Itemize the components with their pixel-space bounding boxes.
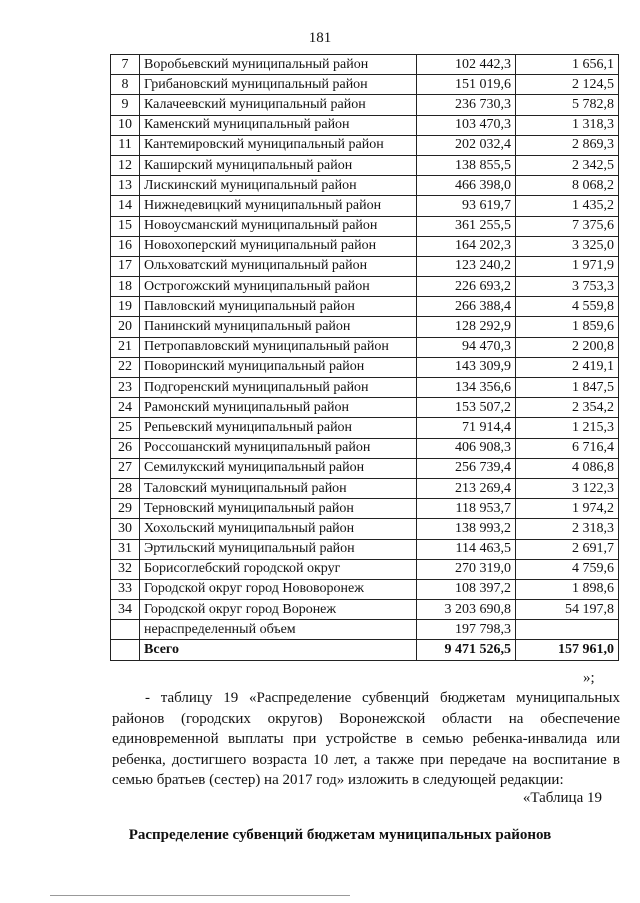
row-num-cell: 14	[111, 196, 140, 216]
table-row	[111, 256, 619, 276]
row-amount-cell: 93 619,7	[417, 196, 516, 216]
table-row	[111, 176, 619, 196]
row-amount-cell: 94 470,3	[417, 337, 516, 357]
table-row	[111, 135, 619, 155]
table-row	[111, 398, 619, 418]
row-amount-cell: 114 463,5	[417, 539, 516, 559]
row-amount-cell: 143 309,9	[417, 357, 516, 377]
row-subvention-cell: 54 197,8	[516, 600, 619, 620]
footer-rule	[50, 895, 350, 896]
table-row	[111, 155, 619, 175]
table-heading: Распределение субвенций бюджетам муниципальных районов	[128, 827, 552, 843]
table-row	[111, 75, 619, 95]
row-num-cell: 33	[111, 579, 140, 599]
row-num-cell: 34	[111, 600, 140, 620]
row-amount-cell: 138 993,2	[417, 519, 516, 539]
row-amount-cell: 118 953,7	[417, 499, 516, 519]
table-row	[111, 196, 619, 216]
row-subvention-cell: 2 124,5	[516, 75, 619, 95]
row-amount-cell: 256 739,4	[417, 458, 516, 478]
table-row	[111, 458, 619, 478]
row-subvention-cell: 2 869,3	[516, 135, 619, 155]
total-amount-cell: 9 471 526,5	[417, 640, 516, 660]
row-name-cell: Подгоренский муниципальный район	[140, 378, 417, 398]
row-amount-cell: 197 798,3	[417, 620, 516, 640]
row-name-cell: Россошанский муниципальный район	[140, 438, 417, 458]
table-row	[111, 115, 619, 135]
row-name-cell: Городской округ город Воронеж	[140, 600, 417, 620]
table-row	[111, 499, 619, 519]
table-row	[111, 317, 619, 337]
row-subvention-cell: 2 354,2	[516, 398, 619, 418]
subvention-table	[110, 54, 619, 661]
row-num-cell: 27	[111, 458, 140, 478]
table-row	[111, 55, 619, 75]
row-amount-cell: 138 855,5	[417, 155, 516, 175]
table-row	[111, 297, 619, 317]
row-amount-cell: 71 914,4	[417, 418, 516, 438]
row-num-cell: 10	[111, 115, 140, 135]
total-num-cell	[111, 640, 140, 660]
row-amount-cell: 406 908,3	[417, 438, 516, 458]
row-subvention-cell	[516, 620, 619, 640]
row-name-cell: Семилукский муниципальный район	[140, 458, 417, 478]
row-subvention-cell: 2 318,3	[516, 519, 619, 539]
row-subvention-cell: 1 215,3	[516, 418, 619, 438]
row-amount-cell: 466 398,0	[417, 176, 516, 196]
row-amount-cell: 134 356,6	[417, 378, 516, 398]
row-name-cell: Рамонский муниципальный район	[140, 398, 417, 418]
row-subvention-cell: 1 318,3	[516, 115, 619, 135]
page-number: 181	[308, 30, 332, 46]
row-num-cell: 19	[111, 297, 140, 317]
row-amount-cell: 266 388,4	[417, 297, 516, 317]
row-name-cell: Лискинский муниципальный район	[140, 176, 417, 196]
row-name-cell: Каширский муниципальный район	[140, 155, 417, 175]
total-subvention-cell: 157 961,0	[516, 640, 619, 660]
table-body	[111, 55, 619, 640]
row-name-cell: Терновский муниципальный район	[140, 499, 417, 519]
row-name-cell: Грибановский муниципальный район	[140, 75, 417, 95]
row-num-cell: 26	[111, 438, 140, 458]
row-subvention-cell: 2 419,1	[516, 357, 619, 377]
table-row	[111, 357, 619, 377]
row-name-cell: нераспределенный объем	[140, 620, 417, 640]
row-amount-cell: 128 292,9	[417, 317, 516, 337]
row-num-cell: 13	[111, 176, 140, 196]
total-label-cell: Всего	[140, 640, 417, 660]
row-name-cell: Репьевский муниципальный район	[140, 418, 417, 438]
row-subvention-cell: 3 122,3	[516, 478, 619, 498]
row-amount-cell: 153 507,2	[417, 398, 516, 418]
row-num-cell: 28	[111, 478, 140, 498]
row-name-cell: Кантемировский муниципальный район	[140, 135, 417, 155]
row-subvention-cell: 4 559,8	[516, 297, 619, 317]
row-num-cell: 30	[111, 519, 140, 539]
row-subvention-cell: 2 200,8	[516, 337, 619, 357]
row-name-cell: Хохольский муниципальный район	[140, 519, 417, 539]
table-row	[111, 438, 619, 458]
row-amount-cell: 103 470,3	[417, 115, 516, 135]
row-amount-cell: 164 202,3	[417, 236, 516, 256]
row-amount-cell: 202 032,4	[417, 135, 516, 155]
row-subvention-cell: 2 691,7	[516, 539, 619, 559]
row-name-cell: Эртильский муниципальный район	[140, 539, 417, 559]
row-subvention-cell: 1 859,6	[516, 317, 619, 337]
row-subvention-cell: 1 656,1	[516, 55, 619, 75]
row-name-cell: Калачеевский муниципальный район	[140, 95, 417, 115]
row-num-cell: 20	[111, 317, 140, 337]
row-num-cell: 22	[111, 357, 140, 377]
row-num-cell: 18	[111, 277, 140, 297]
row-name-cell: Новохоперский муниципальный район	[140, 236, 417, 256]
total-row	[111, 640, 619, 660]
row-amount-cell: 123 240,2	[417, 256, 516, 276]
row-num-cell: 17	[111, 256, 140, 276]
closing-quote: »;	[583, 670, 595, 686]
row-subvention-cell: 1 974,2	[516, 499, 619, 519]
row-amount-cell: 151 019,6	[417, 75, 516, 95]
row-subvention-cell: 2 342,5	[516, 155, 619, 175]
row-amount-cell: 108 397,2	[417, 579, 516, 599]
row-name-cell: Петропавловский муниципальный район	[140, 337, 417, 357]
row-subvention-cell: 4 759,6	[516, 559, 619, 579]
table-reference: «Таблица 19	[522, 790, 602, 806]
row-amount-cell: 236 730,3	[417, 95, 516, 115]
row-num-cell: 7	[111, 55, 140, 75]
row-subvention-cell: 4 086,8	[516, 458, 619, 478]
row-name-cell: Панинский муниципальный район	[140, 317, 417, 337]
table-row	[111, 418, 619, 438]
row-num-cell: 23	[111, 378, 140, 398]
row-name-cell: Каменский муниципальный район	[140, 115, 417, 135]
table-row	[111, 478, 619, 498]
row-amount-cell: 270 319,0	[417, 559, 516, 579]
row-name-cell: Поворинский муниципальный район	[140, 357, 417, 377]
table-row	[111, 277, 619, 297]
row-num-cell: 21	[111, 337, 140, 357]
row-name-cell: Воробьевский муниципальный район	[140, 55, 417, 75]
table-row	[111, 539, 619, 559]
table-row	[111, 95, 619, 115]
row-num-cell	[111, 620, 140, 640]
row-name-cell: Борисоглебский городской округ	[140, 559, 417, 579]
row-subvention-cell: 5 782,8	[516, 95, 619, 115]
table-row	[111, 378, 619, 398]
table-row	[111, 519, 619, 539]
row-name-cell: Нижнедевицкий муниципальный район	[140, 196, 417, 216]
table-row	[111, 337, 619, 357]
table-row	[111, 216, 619, 236]
row-num-cell: 9	[111, 95, 140, 115]
row-amount-cell: 213 269,4	[417, 478, 516, 498]
row-num-cell: 15	[111, 216, 140, 236]
row-num-cell: 8	[111, 75, 140, 95]
row-name-cell: Таловский муниципальный район	[140, 478, 417, 498]
row-name-cell: Острогожский муниципальный район	[140, 277, 417, 297]
row-subvention-cell: 6 716,4	[516, 438, 619, 458]
row-name-cell: Павловский муниципальный район	[140, 297, 417, 317]
table-row	[111, 236, 619, 256]
row-num-cell: 31	[111, 539, 140, 559]
row-subvention-cell: 7 375,6	[516, 216, 619, 236]
row-subvention-cell: 8 068,2	[516, 176, 619, 196]
table-row	[111, 559, 619, 579]
row-subvention-cell: 1 971,9	[516, 256, 619, 276]
row-num-cell: 32	[111, 559, 140, 579]
row-subvention-cell: 1 898,6	[516, 579, 619, 599]
row-num-cell: 11	[111, 135, 140, 155]
row-subvention-cell: 1 847,5	[516, 378, 619, 398]
row-num-cell: 12	[111, 155, 140, 175]
row-num-cell: 29	[111, 499, 140, 519]
row-amount-cell: 226 693,2	[417, 277, 516, 297]
table-row	[111, 579, 619, 599]
row-subvention-cell: 1 435,2	[516, 196, 619, 216]
row-num-cell: 16	[111, 236, 140, 256]
amendment-paragraph: - таблицу 19 «Распределение субвенций бюджетам муниципальных районов (городских округов) Воронежской области на обеспечение единовременной выплаты при устройстве в семью ребенка-инвалида или ребенка, достигшего возраста 10 лет, а также при передаче на воспитание в семью братьев (сестер) на 2017 год» изложить в следующей редакции:	[112, 690, 620, 789]
row-name-cell: Новоусманский муниципальный район	[140, 216, 417, 236]
row-amount-cell: 3 203 690,8	[417, 600, 516, 620]
row-subvention-cell: 3 753,3	[516, 277, 619, 297]
row-subvention-cell: 3 325,0	[516, 236, 619, 256]
row-amount-cell: 361 255,5	[417, 216, 516, 236]
row-amount-cell: 102 442,3	[417, 55, 516, 75]
table-row	[111, 600, 619, 620]
row-name-cell: Городской округ город Нововоронеж	[140, 579, 417, 599]
row-num-cell: 25	[111, 418, 140, 438]
row-name-cell: Ольховатский муниципальный район	[140, 256, 417, 276]
table-row	[111, 620, 619, 640]
row-num-cell: 24	[111, 398, 140, 418]
